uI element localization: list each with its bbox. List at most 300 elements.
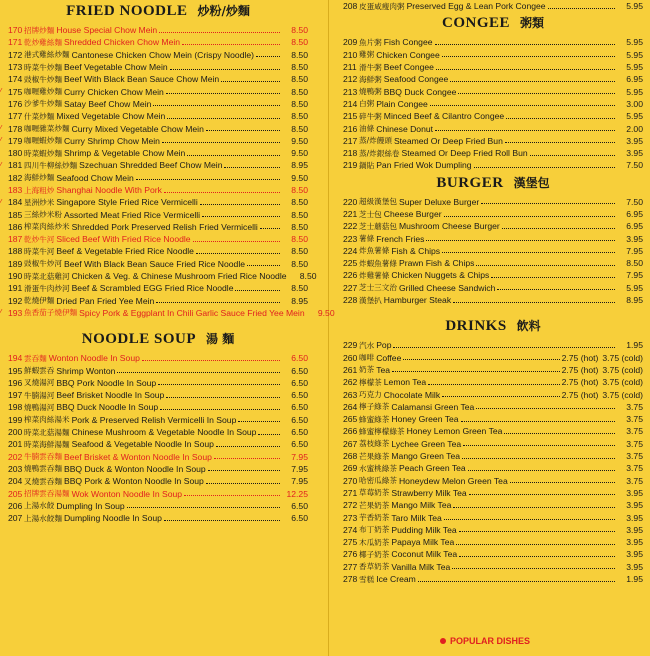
- dot-leader: [463, 445, 615, 446]
- menu-item-182: [8, 172, 308, 184]
- item-name-zh: 雪糕: [359, 574, 375, 584]
- item-number: 219: [343, 160, 358, 171]
- item-name-zh: 咖喱雜菜炒麵: [24, 124, 70, 134]
- congee-heading: [343, 14, 643, 36]
- item-name: Beef With Black Bean Sauce Chow Mein: [63, 74, 220, 85]
- dot-leader: [504, 433, 615, 434]
- item-number: 262: [343, 377, 358, 388]
- item-name-zh: 招牌雲吞湯麵: [24, 489, 70, 499]
- item-number: 193: [8, 307, 23, 318]
- item-number: 202: [8, 451, 23, 462]
- item-name: Mango Green Tea: [391, 451, 461, 462]
- item-name-zh: 椰子奶茶: [359, 549, 390, 559]
- item-number: 194: [8, 353, 23, 364]
- item-name: BBQ Duck Congee: [383, 86, 457, 97]
- item-number: 278: [343, 574, 358, 585]
- menu-item-265: [343, 413, 643, 425]
- item-price: 3.75: [626, 414, 643, 425]
- item-number: 171: [8, 37, 23, 48]
- dot-leader: [142, 360, 280, 361]
- item-number: 179: [8, 135, 23, 146]
- item-number: 212: [343, 74, 358, 85]
- congee-list: [343, 36, 643, 171]
- drinks-heading: [343, 317, 643, 339]
- item-number: 197: [8, 390, 23, 401]
- item-name: Seafood Congee: [383, 74, 449, 85]
- item-name: BBQ Duck & Wonton Noodle In Soup: [63, 463, 206, 474]
- menu-item-191: [8, 282, 308, 294]
- item-price-cold: 3.75 (cold): [602, 352, 643, 363]
- item-name: Honeydew Melon Green Tea: [398, 475, 508, 486]
- item-name: Hamburger Steak: [383, 295, 452, 306]
- menu-item-209: [343, 36, 643, 48]
- item-name: Shrimp Wonton: [56, 365, 116, 376]
- congee-title-zh: 粥類: [520, 16, 545, 31]
- item-name: Steamed Or Deep Fried Bun: [393, 135, 503, 146]
- item-name: Cantonese Chicken Chow Mein (Crispy Noodle): [71, 49, 255, 60]
- item-name: Fish Congee: [383, 37, 433, 48]
- item-number: 228: [343, 295, 358, 306]
- item-name-zh: 乾炒雞絲麵: [24, 37, 62, 47]
- item-number: 266: [343, 426, 358, 437]
- item-number: 271: [343, 487, 358, 498]
- item-price: 8.50: [291, 123, 308, 134]
- menu-item-197: [8, 389, 308, 401]
- spicy-mark-icon: ⁄: [0, 160, 2, 170]
- item-number: 199: [8, 414, 23, 425]
- item-price-hot: 2.75 (hot): [561, 364, 599, 375]
- item-number: 180: [8, 148, 23, 159]
- item-price: 6.95: [626, 74, 643, 85]
- item-price: 5.95: [626, 86, 643, 97]
- item-name-zh: 燒鴨雲吞麵: [24, 464, 62, 474]
- item-number: 213: [343, 86, 358, 97]
- dot-leader: [214, 458, 280, 459]
- item-name-zh: 超級漢堡包: [359, 197, 397, 207]
- item-name-zh: 港式雞絲炒麵: [24, 50, 70, 60]
- item-number: 274: [343, 524, 358, 535]
- item-price: 8.50: [291, 86, 308, 97]
- item-price: 9.50: [317, 307, 335, 318]
- item-name-zh: 星洲炒米: [24, 197, 55, 207]
- drinks-title: DRINKS: [445, 318, 507, 335]
- drinks-list: [343, 339, 643, 585]
- item-price-hot: 2.75 (hot): [561, 377, 599, 388]
- item-name: Lemon Tea: [383, 377, 427, 388]
- item-number: 276: [343, 549, 358, 560]
- item-price: 6.50: [291, 414, 308, 425]
- item-name-zh: 咖喱蝦炒麵: [24, 136, 62, 146]
- item-number: 186: [8, 221, 23, 232]
- menu-item-185: [8, 208, 308, 220]
- item-number: 210: [343, 49, 358, 60]
- item-price-cold: 3.75 (cold): [602, 377, 643, 388]
- dot-leader: [159, 32, 280, 33]
- menu-item-215: [343, 110, 643, 122]
- menu-item-196: [8, 377, 308, 389]
- item-name: Szechuan Shredded Beef Chow Mein: [79, 160, 223, 171]
- item-name: French Fries: [376, 233, 425, 244]
- item-number: 223: [343, 233, 358, 244]
- item-number: 195: [8, 365, 23, 376]
- menu-item-221: [343, 208, 643, 220]
- dot-leader: [235, 290, 280, 291]
- item-name: House Special Chow Mein: [56, 25, 158, 36]
- menu-item-214: [343, 98, 643, 110]
- menu-item-186: [8, 221, 308, 233]
- dot-leader: [474, 167, 615, 168]
- item-price: 8.50: [291, 49, 308, 60]
- item-name-zh: 時菜牛炒麵: [24, 62, 62, 72]
- menu-item-270: [343, 475, 643, 487]
- spicy-mark-icon: ⁄: [0, 136, 2, 146]
- dot-leader: [505, 142, 615, 143]
- item-name-zh: 魚片粥: [359, 37, 382, 47]
- dot-leader: [208, 470, 280, 471]
- item-price: 8.50: [291, 258, 308, 269]
- item-number: 204: [8, 476, 23, 487]
- item-name-zh: 咖啡: [359, 353, 375, 363]
- item-price: 3.75: [626, 438, 643, 449]
- item-name: Lychee Green Tea: [391, 438, 462, 449]
- item-name: Beef Vegetable Chow Mein: [63, 62, 168, 73]
- item-name: Taro Milk Tea: [391, 512, 442, 523]
- menu-item-212: [343, 73, 643, 85]
- item-name-zh: 芋香奶茶: [359, 513, 390, 523]
- menu-item-269: [343, 462, 643, 474]
- item-name-zh: 蜂蜜檸檬綠茶: [359, 426, 405, 436]
- dot-leader: [393, 347, 615, 348]
- item-price: 12.25: [286, 488, 308, 499]
- dot-leader: [476, 265, 615, 266]
- menu-item-274: [343, 524, 643, 536]
- item-name: Beef & Scrambled EGG Fried Rice Noodle: [71, 283, 234, 294]
- item-number: 206: [8, 500, 23, 511]
- item-number: 263: [343, 389, 358, 400]
- menu-item-206: [8, 500, 308, 512]
- dot-leader: [458, 93, 615, 94]
- item-number: 205: [8, 488, 23, 499]
- menu-item-220: [343, 196, 643, 208]
- dot-leader: [491, 277, 615, 278]
- item-price: 6.50: [291, 353, 308, 364]
- item-number: 208: [343, 1, 358, 12]
- item-number: 174: [8, 74, 23, 85]
- item-name: Tea: [376, 364, 391, 375]
- item-name-zh: 燒鴨粥: [359, 87, 382, 97]
- item-number: 207: [8, 513, 23, 524]
- dot-leader: [153, 105, 280, 106]
- dot-leader: [117, 372, 280, 373]
- item-number: 191: [8, 283, 23, 294]
- item-number: 277: [343, 561, 358, 572]
- dot-leader: [506, 118, 615, 119]
- menu-item-223: [343, 232, 643, 244]
- item-name-zh: 叉燒湯河: [24, 378, 55, 388]
- item-name: Steamed Or Deep Fried Roll Bun: [401, 148, 528, 159]
- item-name-zh: 漢堡扒: [359, 295, 382, 305]
- burger-list: [343, 196, 643, 307]
- item-name-zh: 水蜜桃綠茶: [359, 463, 397, 473]
- item-name-zh: 哈密瓜綠茶: [359, 476, 397, 486]
- item-name-zh: 咖喱雞炒麵: [24, 87, 62, 97]
- item-price: 6.50: [291, 513, 308, 524]
- item-name-zh: 炸雞薯條: [359, 270, 390, 280]
- dot-leader: [196, 253, 280, 254]
- menu-item-192: [8, 295, 308, 307]
- menu-item-262: [343, 376, 643, 388]
- item-name: Super Deluxe Burger: [398, 196, 480, 207]
- dot-leader: [184, 495, 280, 496]
- menu-item-227: [343, 282, 643, 294]
- dot-leader: [444, 519, 615, 520]
- item-price: 9.50: [291, 148, 308, 159]
- menu-item-200: [8, 426, 308, 438]
- item-name-zh: 鮮蝦雲吞: [24, 366, 55, 376]
- item-price: 8.95: [626, 295, 643, 306]
- item-name: Curry Chicken Chow Mein: [63, 86, 164, 97]
- item-name-zh: 乾燒伊麵: [24, 296, 55, 306]
- burger-title: BURGER: [436, 174, 504, 191]
- item-name-zh: 檸子綠茶: [359, 402, 390, 412]
- item-name-zh: 布丁奶茶: [359, 525, 390, 535]
- menu-item-208: [343, 0, 643, 12]
- item-price: 8.50: [626, 258, 643, 269]
- menu-item-204: [8, 475, 308, 487]
- item-number: 229: [343, 340, 358, 351]
- menu-item-177: [8, 110, 308, 122]
- right-column: [343, 0, 643, 585]
- menu-item-278: [343, 573, 643, 585]
- item-number: 185: [8, 209, 23, 220]
- item-name: Beef & Vegetable Fried Rice Noodle: [56, 246, 194, 257]
- item-name-zh: 乾炒牛河: [24, 234, 55, 244]
- dot-leader: [224, 167, 280, 168]
- item-number: 225: [343, 258, 358, 269]
- item-name: Pork & Preserved Relish Vermicelli In Soup: [71, 414, 237, 425]
- item-price: 6.50: [291, 439, 308, 450]
- menu-item-266: [343, 425, 643, 437]
- item-name: Seafood Chow Mein: [56, 172, 134, 183]
- item-number: 227: [343, 282, 358, 293]
- menu-item-276: [343, 548, 643, 560]
- item-name-zh: 豉椒牛炒麵: [24, 74, 62, 84]
- item-number: 215: [343, 111, 358, 122]
- dot-leader: [392, 371, 560, 372]
- dot-leader: [530, 155, 615, 156]
- item-number: 270: [343, 475, 358, 486]
- item-price: 8.50: [291, 283, 308, 294]
- dot-leader: [442, 252, 615, 253]
- dot-leader: [468, 470, 615, 471]
- menu-item-260: [343, 352, 643, 364]
- item-name-zh: 招牌炒麵: [24, 25, 55, 35]
- item-number: 214: [343, 98, 358, 109]
- menu-item-229: [343, 339, 643, 351]
- dot-leader: [426, 240, 615, 241]
- item-name-zh: 時菜牛河: [24, 246, 55, 256]
- item-price: 3.95: [626, 524, 643, 535]
- dot-leader: [238, 421, 280, 422]
- item-price: 7.95: [626, 270, 643, 281]
- item-name: BBQ Pork & Wonton Noodle In Soup: [63, 476, 204, 487]
- item-name-zh: 上海粗炒: [24, 185, 55, 195]
- item-name-zh: 榨菜肉絲炒米: [24, 222, 70, 232]
- menu-item-224: [343, 245, 643, 257]
- item-name-zh: 榨菜肉絲湯米: [24, 415, 70, 425]
- item-name-zh: 時菜北菇湯麵: [24, 427, 70, 437]
- item-number: 172: [8, 49, 23, 60]
- item-number: 182: [8, 172, 23, 183]
- item-name-zh: 時菜海鮮湯麵: [24, 439, 70, 449]
- item-name-zh: 白粥: [359, 99, 375, 109]
- item-name-zh: 上湯水餃: [24, 501, 55, 511]
- item-name-zh: 蒸/炸饅頭: [359, 136, 392, 146]
- dot-leader: [247, 265, 280, 266]
- dot-leader: [442, 56, 615, 57]
- item-name-zh: 叉燒雲吞麵: [24, 476, 62, 486]
- congee-title: CONGEE: [441, 15, 510, 32]
- item-number: 183: [8, 185, 23, 195]
- dot-leader: [436, 69, 615, 70]
- menu-item-172: [8, 49, 308, 61]
- menu-item-267: [343, 438, 643, 450]
- item-name-zh: 鍋貼: [359, 160, 375, 170]
- menu-item-211: [343, 61, 643, 73]
- dot-leader: [502, 228, 615, 229]
- item-name: Dumpling In Soup: [56, 500, 125, 511]
- item-price: 5.95: [626, 49, 643, 60]
- popular-dishes-legend: [440, 636, 530, 646]
- item-name-zh: 三絲炒米粉: [24, 210, 62, 220]
- item-price: 8.50: [291, 111, 308, 122]
- item-name-zh: 海鮮粥: [359, 74, 382, 84]
- item-price: 8.50: [291, 209, 308, 220]
- item-name: Beef With Black Bean Sauce Fried Rice Noodle: [63, 258, 246, 269]
- item-number: 178: [8, 123, 23, 134]
- item-price: 3.95: [626, 512, 643, 523]
- dot-leader: [167, 118, 280, 119]
- item-price: 6.50: [291, 365, 308, 376]
- item-number: 190: [8, 271, 23, 282]
- item-number: 261: [343, 364, 358, 375]
- item-name-zh: 油條: [359, 124, 375, 134]
- item-name: Curry Mixed Vegetable Chow Mein: [71, 123, 204, 134]
- menu-item-275: [343, 536, 643, 548]
- spicy-mark-icon: ⁄: [0, 308, 2, 318]
- item-name: Beef Congee: [383, 62, 434, 73]
- item-number: 224: [343, 245, 358, 256]
- dot-leader: [200, 204, 280, 205]
- dot-leader: [510, 482, 615, 483]
- menu-item-175: [0, 85, 308, 97]
- drinks-title-zh: 飲料: [516, 319, 541, 334]
- dot-leader: [136, 179, 280, 180]
- menu-item-193: [0, 307, 335, 319]
- item-number: 189: [8, 258, 23, 269]
- item-number: 209: [343, 37, 358, 48]
- item-number: 187: [8, 234, 23, 245]
- item-name: Vanilla Milk Tea: [391, 561, 451, 572]
- item-name: Strawberry Milk Tea: [391, 487, 467, 498]
- burger-title-zh: 漢堡包: [513, 175, 550, 190]
- item-number: 177: [8, 111, 23, 122]
- item-name-zh: 芝士三文治: [359, 283, 397, 293]
- popular-dot-icon: [440, 638, 446, 644]
- menu-item-188: [8, 245, 308, 257]
- dot-leader: [166, 397, 280, 398]
- item-name: Chinese Donut: [376, 123, 434, 134]
- item-name-zh: 牛腩湯河: [24, 390, 55, 400]
- menu-item-202: [8, 451, 308, 463]
- item-price: 8.50: [291, 62, 308, 73]
- congee-top-list: [343, 0, 643, 12]
- dot-leader: [497, 289, 615, 290]
- item-name: Seafood & Vegetable Noodle In Soup: [71, 439, 214, 450]
- menu-item-261: [343, 364, 643, 376]
- item-number: 211: [343, 62, 357, 73]
- item-price: 3.75: [626, 426, 643, 437]
- item-price: 7.50: [626, 196, 643, 207]
- dot-leader: [170, 69, 280, 70]
- item-number: 181: [8, 160, 23, 171]
- menu-item-195: [8, 364, 308, 376]
- menu-item-272: [343, 499, 643, 511]
- item-name: Chicken & Veg. & Chinese Mushroom Fried Rice Noodle: [71, 271, 287, 282]
- menu-item-228: [343, 294, 643, 306]
- item-name: Pop: [376, 340, 392, 351]
- menu-item-271: [343, 487, 643, 499]
- item-name-zh: 炸蝦魚薯條: [359, 258, 397, 268]
- item-name-zh: 燒鴨湯河: [24, 402, 55, 412]
- item-price: 6.95: [626, 209, 643, 219]
- item-price: 3.75: [626, 401, 643, 412]
- item-name: Chocolate Milk: [383, 389, 441, 400]
- item-price: 3.95: [626, 500, 643, 511]
- menu-item-190: [8, 270, 317, 282]
- item-name-zh: 上湯水餃麵: [24, 513, 62, 523]
- menu-item-213: [343, 85, 643, 97]
- item-name: Ice Cream: [376, 574, 416, 585]
- item-price: 1.95: [626, 340, 643, 351]
- item-name: Curry Shrimp Chow Mein: [63, 135, 160, 146]
- item-name: Pudding Milk Tea: [391, 524, 457, 535]
- menu-item-217: [343, 135, 643, 147]
- item-number: 226: [343, 270, 358, 281]
- item-number: 221: [343, 209, 358, 219]
- item-name-zh: 芒果奶茶: [359, 500, 390, 510]
- item-name-zh: 蒸/炸銀絲卷: [359, 148, 400, 158]
- fried-noodle-title-zh: 炒粉/炒麵: [197, 4, 250, 18]
- item-name-zh: 汽水: [359, 340, 375, 350]
- noodle-soup-title-zh: 湯 麵: [206, 332, 235, 347]
- dot-leader: [481, 203, 615, 204]
- item-price: 9.50: [291, 172, 308, 183]
- item-name: Dumpling Noodle In Soup: [63, 513, 162, 524]
- menu-item-189: [8, 258, 308, 270]
- dot-leader: [202, 216, 280, 217]
- item-name: Assorted Meat Fried Rice Vermicelli: [63, 209, 201, 220]
- menu-item-207: [8, 512, 308, 524]
- item-price: 3.75: [626, 463, 643, 474]
- item-price-hot: 2.75 (hot): [561, 352, 599, 363]
- menu-item-198: [8, 401, 308, 413]
- item-name: Mixed Vegetable Chow Mein: [56, 111, 166, 122]
- item-name: Plain Congee: [376, 98, 428, 109]
- item-name-zh: 雲吞麵: [24, 353, 47, 363]
- item-name-zh: 芒果綠茶: [359, 451, 390, 461]
- item-number: 198: [8, 402, 23, 413]
